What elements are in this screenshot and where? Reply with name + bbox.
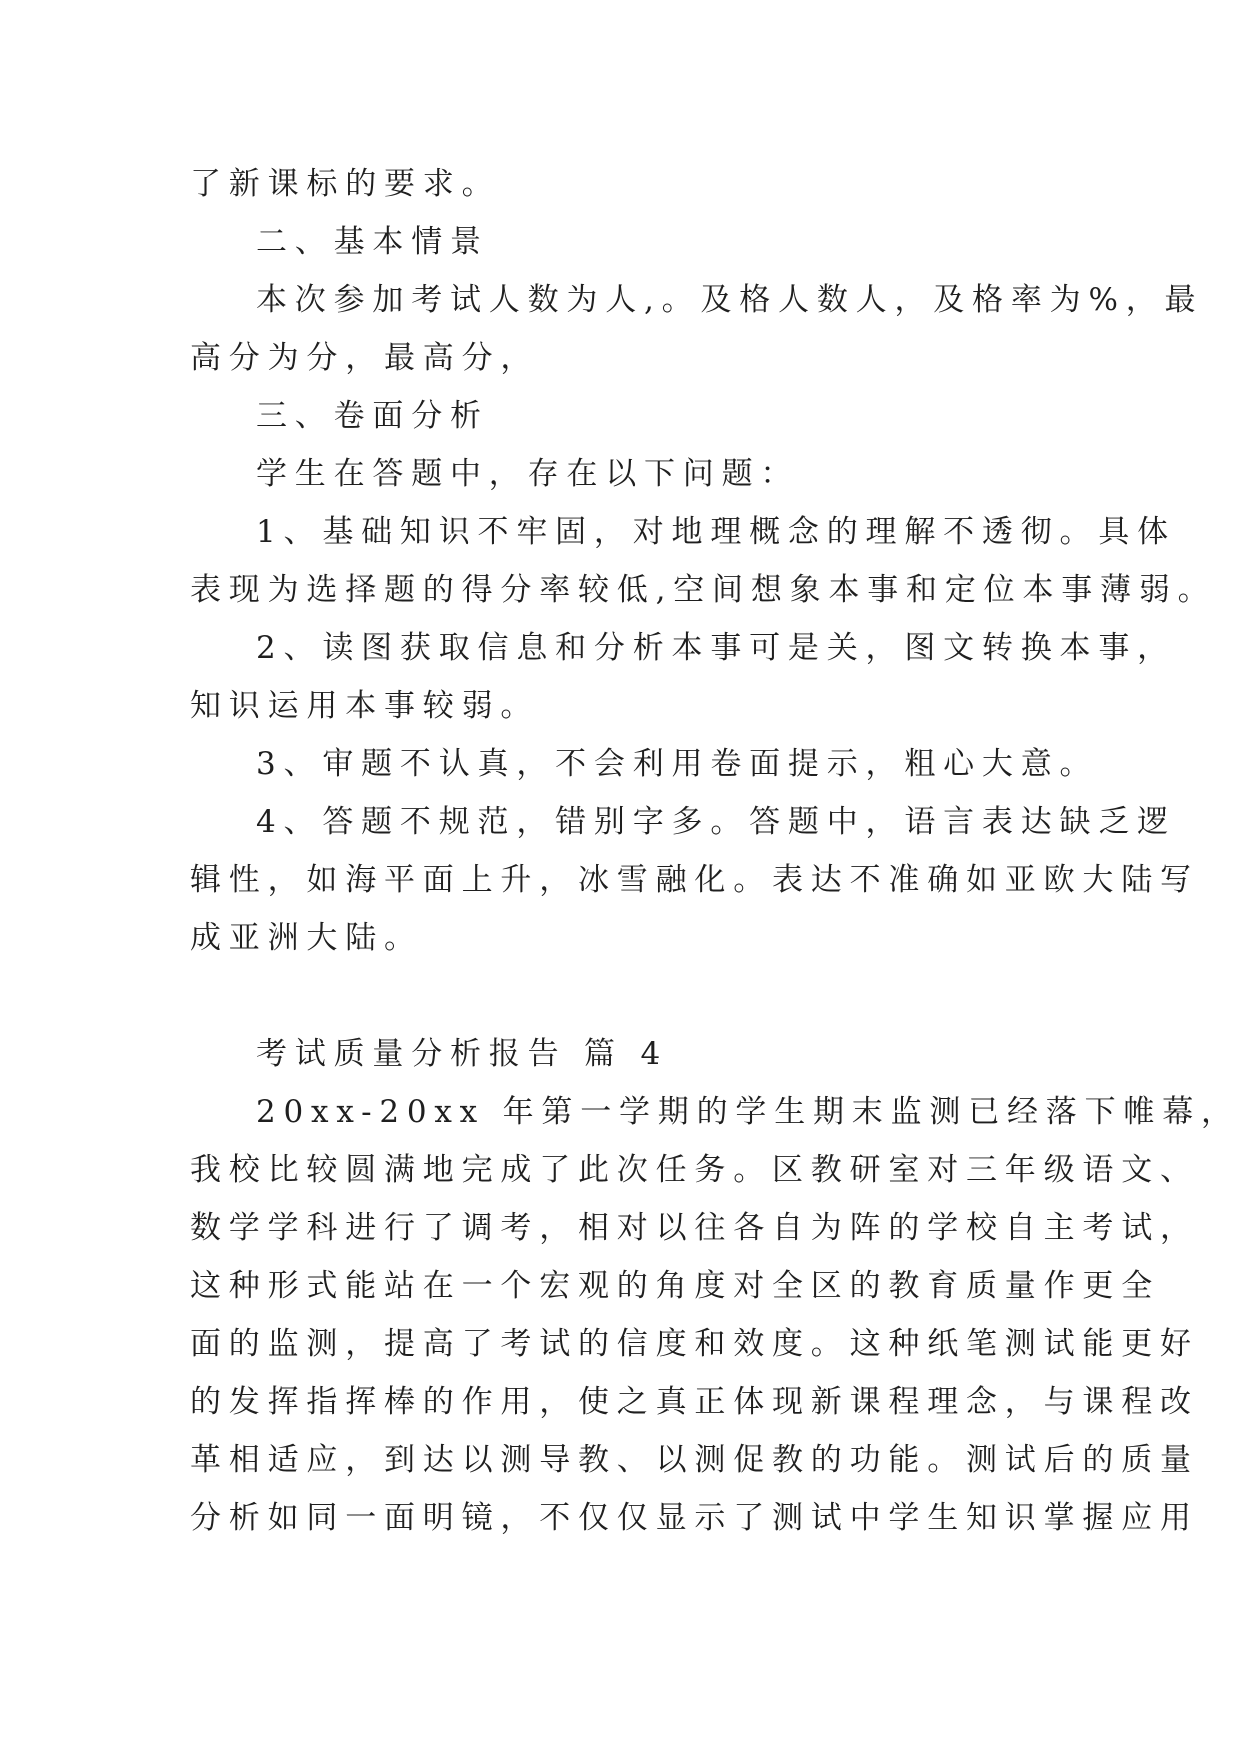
list-item: 2、读图获取信息和分析本事可是关，图文转换本事， bbox=[256, 630, 1176, 666]
list-item: 1、基础知识不牢固，对地理概念的理解不透彻。具体 bbox=[256, 514, 1176, 550]
text-line: 20xx-20xx 年第一学期的学生期末监测已经落下帷幕， bbox=[256, 1094, 1240, 1130]
text-line: 分析如同一面明镜，不仅仅显示了测试中学生知识掌握应用 bbox=[190, 1500, 1199, 1536]
text-line: 表现为选择题的得分率较低,空间想象本事和定位本事薄弱。 bbox=[190, 572, 1217, 608]
text-line: 知识运用本事较弱。 bbox=[190, 688, 540, 724]
text-line: 成亚洲大陆。 bbox=[190, 920, 423, 956]
list-item: 4、答题不规范，错别字多。答题中，语言表达缺乏逻 bbox=[256, 804, 1176, 840]
text-line: 了新课标的要求。 bbox=[190, 166, 501, 202]
section-heading: 二、基本情景 bbox=[256, 224, 489, 260]
text-line: 的发挥指挥棒的作用，使之真正体现新课程理念，与课程改 bbox=[190, 1384, 1199, 1420]
article-title: 考试质量分析报告 篇 4 bbox=[256, 1036, 669, 1072]
text-line: 高分为分，最高分， bbox=[190, 340, 540, 376]
list-item: 3、审题不认真，不会利用卷面提示，粗心大意。 bbox=[256, 746, 1099, 782]
text-line: 本次参加考试人数为人,。及格人数人，及格率为%，最 bbox=[256, 282, 1204, 318]
text-line: 面的监测，提高了考试的信度和效度。这种纸笔测试能更好 bbox=[190, 1326, 1199, 1362]
text-line: 革相适应，到达以测导教、以测促教的功能。测试后的质量 bbox=[190, 1442, 1199, 1478]
text-line: 辑性，如海平面上升，冰雪融化。表达不准确如亚欧大陆写 bbox=[190, 862, 1199, 898]
text-line: 学生在答题中，存在以下问题： bbox=[256, 456, 800, 492]
text-line: 数学学科进行了调考，相对以往各自为阵的学校自主考试， bbox=[190, 1210, 1199, 1246]
text-line: 我校比较圆满地完成了此次任务。区教研室对三年级语文、 bbox=[190, 1152, 1199, 1188]
section-heading: 三、卷面分析 bbox=[256, 398, 489, 434]
text-line: 这种形式能站在一个宏观的角度对全区的教育质量作更全 bbox=[190, 1268, 1160, 1304]
